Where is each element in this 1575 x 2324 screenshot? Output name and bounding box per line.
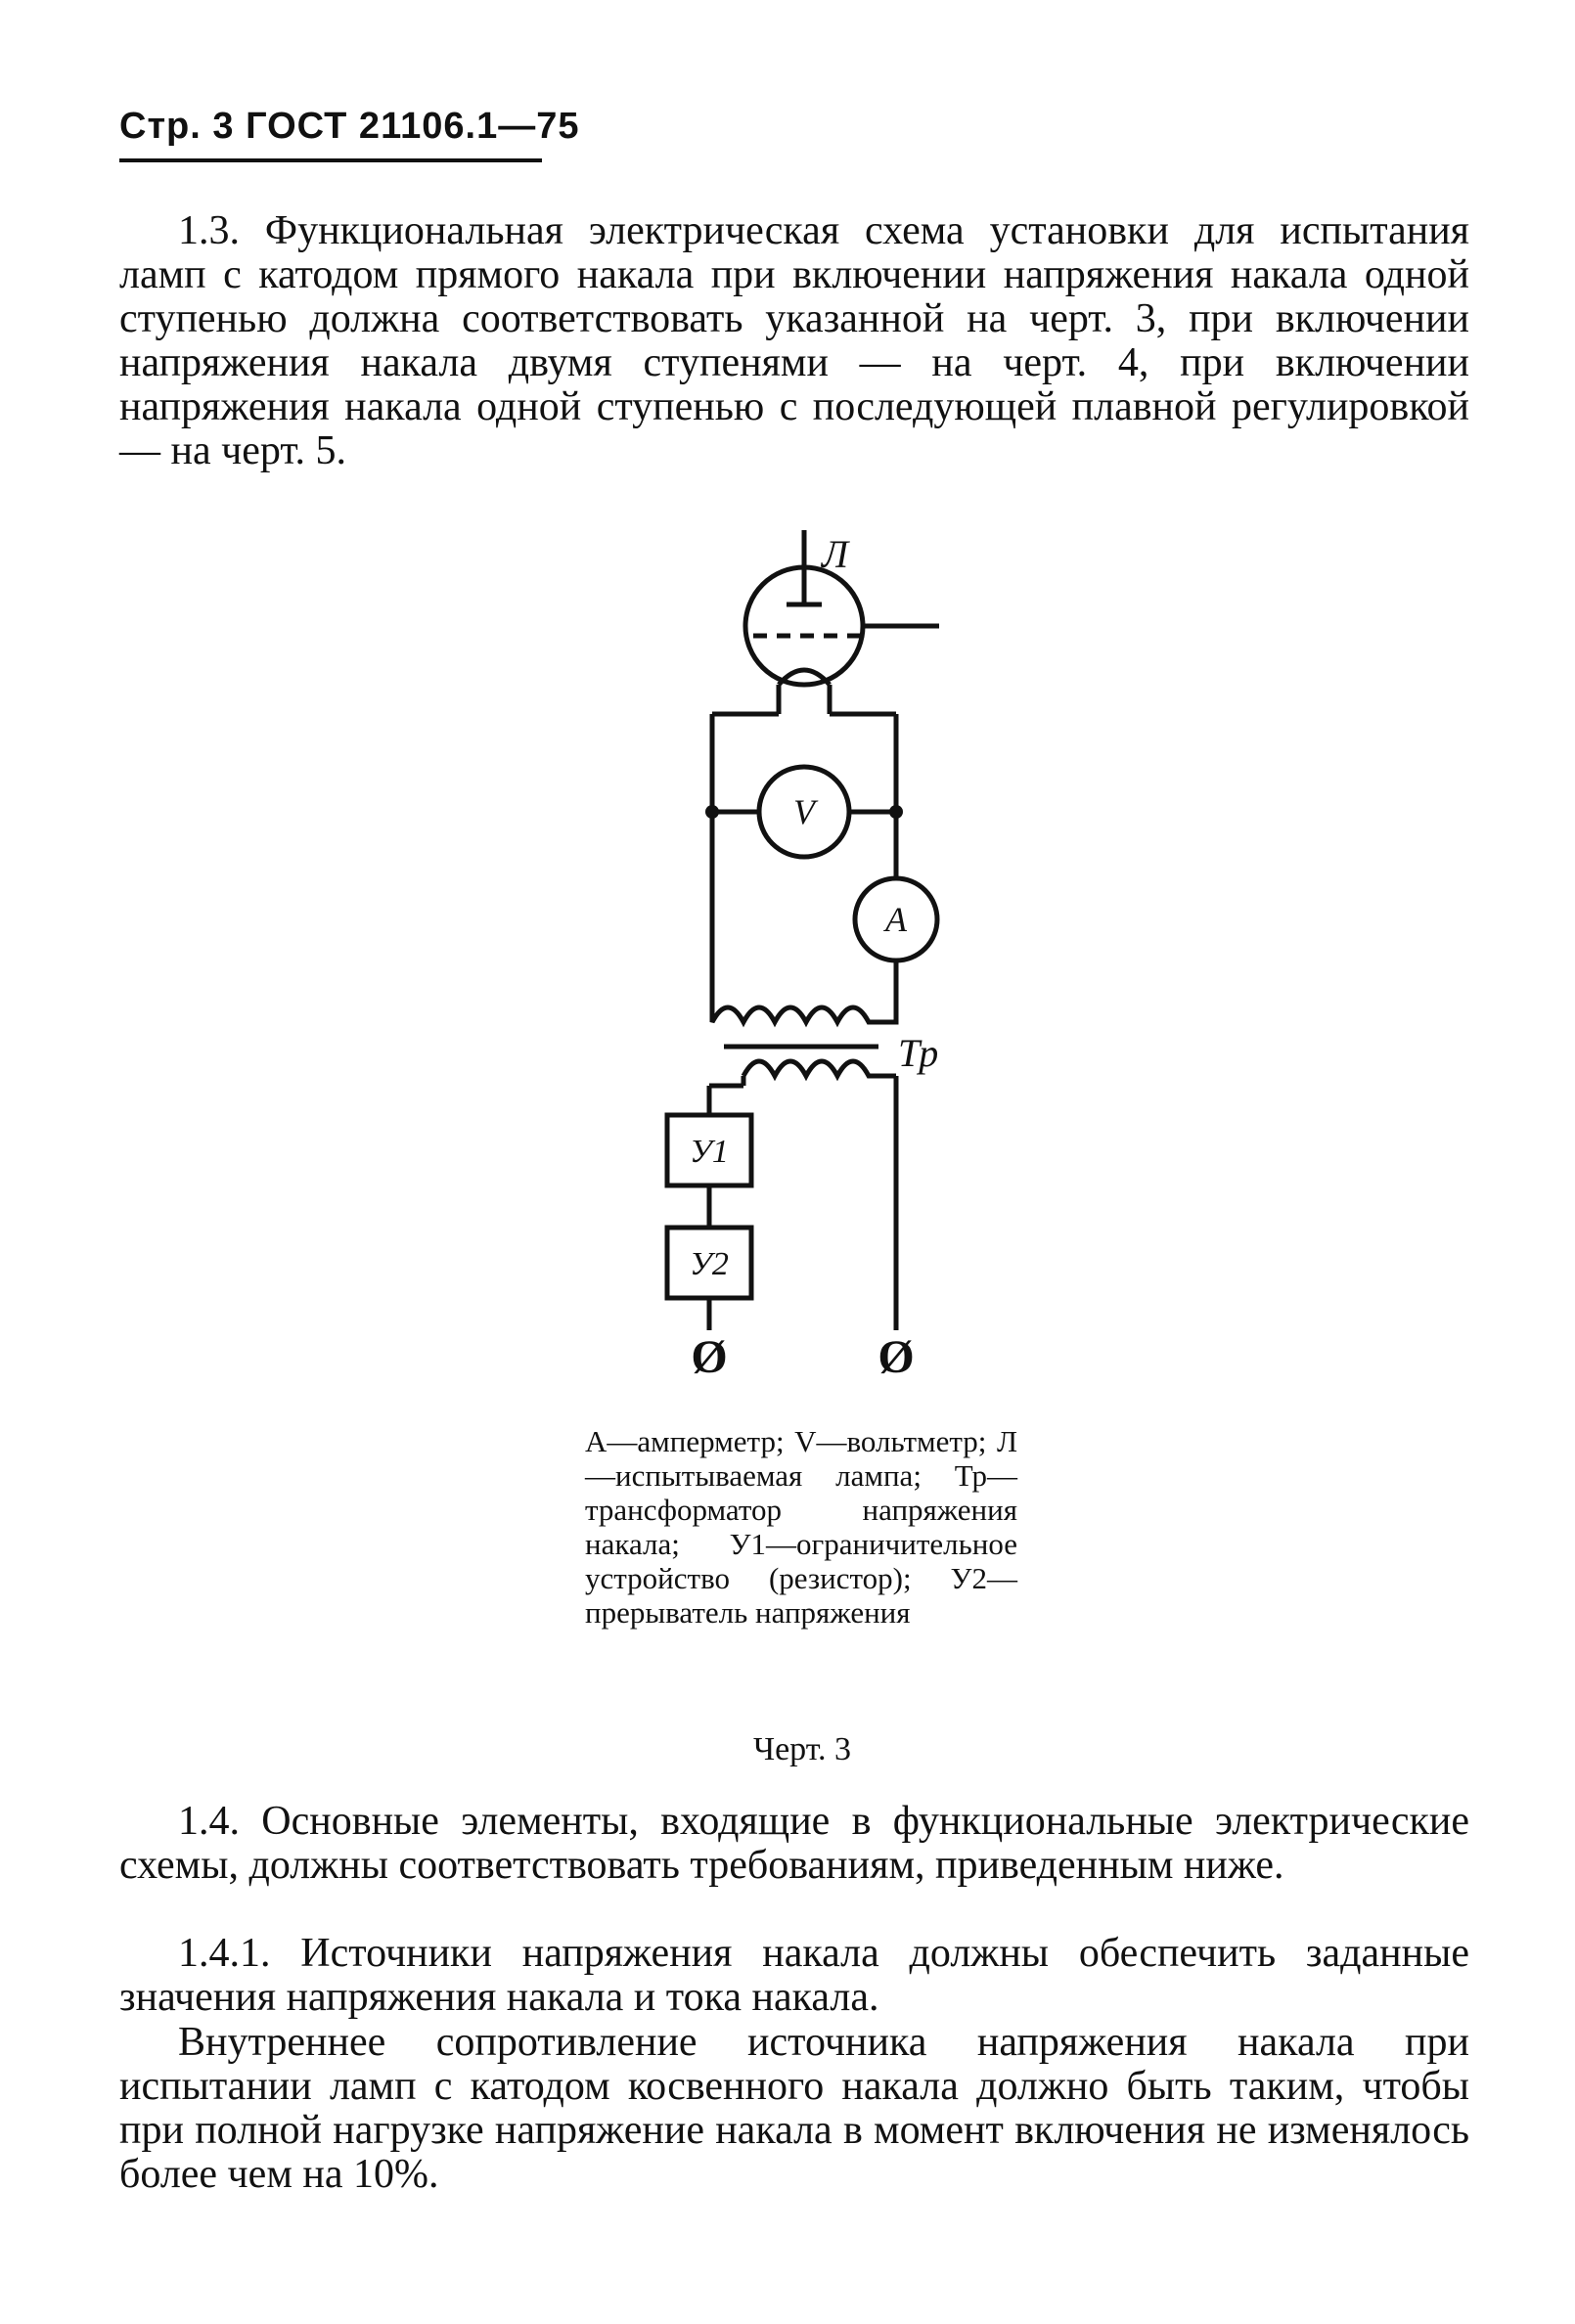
- lamp-label: Л: [822, 532, 849, 576]
- figure-caption: Черт. 3: [752, 1731, 852, 1767]
- secondary-coil-icon: [712, 1007, 896, 1022]
- device-u2-label: У2: [690, 1246, 729, 1282]
- primary-coil-icon: [743, 1061, 896, 1076]
- terminal-left-icon: Ø: [691, 1331, 728, 1383]
- transformer-label: Тр: [898, 1031, 939, 1075]
- paragraph-1-4: 1.4. Основные элементы, входящие в функциональные электрические схемы, должны соответствовать требованиям, приведенным ниже.: [119, 1799, 1469, 1888]
- ammeter-label: A: [885, 900, 907, 939]
- voltmeter-label: V: [793, 792, 815, 831]
- paragraph-1-3: 1.3. Функциональная электрическая схема установки для испытания ламп с катодом прямого накала при включении напряжения накала одной ступенью должна соответствовать указанной на черт. 3, при включении напряжения накала двумя ступенями — на черт. 4, при включении напряжения накала одной ступенью с последующей плавной регулировкой — на черт. 5.: [119, 208, 1469, 473]
- figure-legend: A—амперметр; V—вольтметр; Л—испытываемая лампа; Тр—трансформатор напряжения накала; У1—ограничительное устройство (резистор); У2—прерыватель напряжения: [585, 1424, 1017, 1630]
- terminal-right-icon: Ø: [878, 1331, 915, 1383]
- device-u1-label: У1: [690, 1134, 729, 1170]
- page-header: Стр. 3 ГОСТ 21106.1—75: [119, 106, 580, 147]
- paragraph-1-4-1-continued: Внутреннее сопротивление источника напряжения накала при испытании ламп с катодом косвенного накала должно быть таким, чтобы при полной нагрузке напряжение накала в момент включения не изменялось более чем на 10%.: [119, 2020, 1469, 2197]
- paragraph-1-4-1: 1.4.1. Источники напряжения накала должны обеспечить заданные значения напряжения накала и тока накала.: [119, 1931, 1469, 2020]
